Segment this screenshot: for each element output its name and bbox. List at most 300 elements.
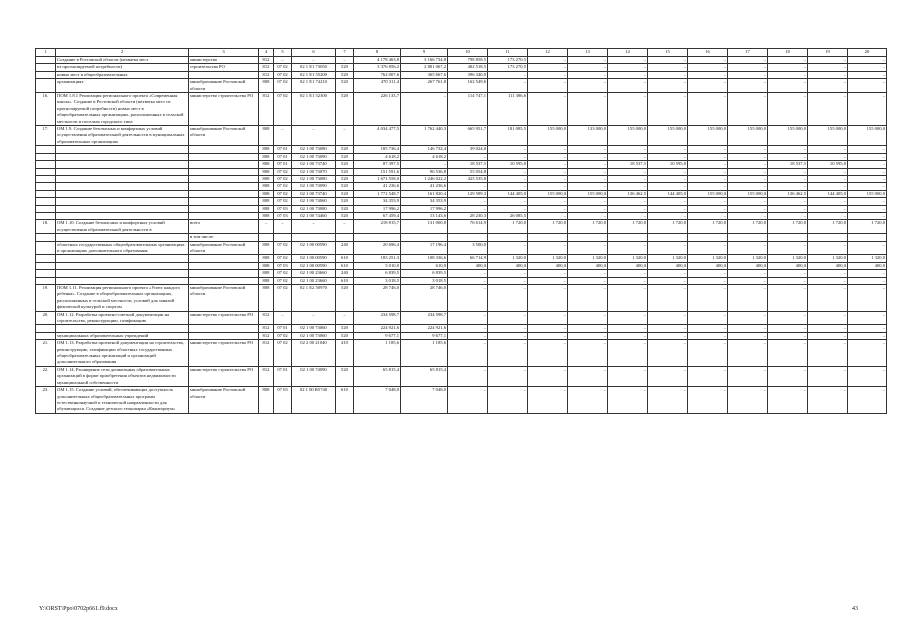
table-cell: –: [488, 71, 528, 78]
table-row: [36, 270, 887, 277]
table-cell: 07 02: [274, 277, 292, 284]
table-cell: –: [808, 241, 848, 255]
table-cell: –: [648, 285, 688, 312]
table-cell: –: [528, 340, 568, 367]
table-cell: министерство: [189, 57, 259, 64]
table-cell: –: [768, 325, 808, 332]
footer-file-path: Y:\ORST\Ppo\0702p661.f9.docx: [39, 606, 118, 612]
table-cell: [36, 153, 56, 160]
table-cell: 808: [259, 212, 274, 219]
table-cell: –: [808, 79, 848, 93]
table-cell: –: [568, 332, 608, 339]
table-row: [36, 212, 887, 219]
table-cell: 665 951,7: [448, 126, 488, 146]
table-row: [36, 311, 887, 325]
table-cell: –: [259, 220, 274, 234]
column-number: 20: [848, 49, 887, 57]
table-cell: –: [448, 153, 488, 160]
table-cell: –: [768, 71, 808, 78]
table-cell: [56, 205, 189, 212]
table-cell: [36, 57, 56, 64]
table-cell: –: [808, 183, 848, 190]
table-cell: –: [688, 175, 728, 182]
table-cell: 144 405,0: [808, 190, 848, 197]
table-cell: 3 018,5: [401, 277, 448, 284]
table-cell: –: [648, 175, 688, 182]
table-cell: [189, 161, 259, 168]
table-cell: –: [848, 340, 887, 367]
table-cell: 808: [259, 79, 274, 93]
table-cell: 136 462,5: [608, 190, 648, 197]
table-cell: 224 921,6: [401, 325, 448, 332]
table-cell: минобразование Ростовской области: [189, 241, 259, 255]
table-cell: –: [528, 241, 568, 255]
table-cell: 41 236,6: [401, 183, 448, 190]
table-cell: 155 000,0: [728, 126, 768, 146]
table-cell: 65 815,4: [401, 366, 448, 386]
table-cell: 07 02: [274, 175, 292, 182]
table-cell: [36, 161, 56, 168]
table-cell: –: [648, 79, 688, 93]
table-cell: [56, 325, 189, 332]
table-cell: –: [848, 161, 887, 168]
table-cell: 173 270,5: [488, 64, 528, 71]
table-cell: –: [448, 311, 488, 325]
table-cell: 1 720,0: [568, 220, 608, 234]
column-number: 2: [56, 49, 189, 57]
table-cell: –: [848, 285, 887, 312]
table-cell: –: [648, 93, 688, 126]
table-cell: [36, 175, 56, 182]
table-cell: –: [848, 325, 887, 332]
table-cell: 18 537,5: [448, 161, 488, 168]
table-cell: 07 02: [274, 270, 292, 277]
table-cell: 1 320,0: [568, 255, 608, 262]
table-cell: –: [608, 332, 648, 339]
table-cell: –: [568, 205, 608, 212]
column-number: 1: [36, 49, 56, 57]
table-cell: 808: [259, 241, 274, 255]
table-cell: в том числе:: [189, 234, 259, 241]
table-cell: –: [648, 241, 688, 255]
table-cell: –: [448, 387, 488, 414]
table-cell: –: [728, 146, 768, 153]
column-number: 3: [189, 49, 259, 57]
table-cell: 402 518,5: [448, 64, 488, 71]
table-cell: [189, 277, 259, 284]
table-cell: 07 03: [274, 205, 292, 212]
table-cell: ОМ 1.15. Создание условий, обеспечивающих доступность дополнительных общеобразовательных программ естественнонаучной и технической направленности для обучающихся. Создание детского технопарка «Кванториум»: [56, 387, 189, 414]
table-cell: –: [768, 212, 808, 219]
table-cell: [648, 234, 688, 241]
table-cell: 07 02: [274, 255, 292, 262]
table-cell: [36, 205, 56, 212]
table-cell: –: [848, 153, 887, 160]
table-cell: –: [448, 332, 488, 339]
table-cell: 02 1 Е1 52300: [292, 93, 336, 126]
table-cell: 07 01: [274, 153, 292, 160]
table-cell: 400,0: [808, 262, 848, 269]
table-cell: –: [608, 241, 648, 255]
table-cell: –: [728, 71, 768, 78]
table-cell: 10 595,0: [808, 161, 848, 168]
table-cell: –: [688, 93, 728, 126]
table-cell: ОМ 1.12. Разработка проектно-сметной документации на строительство, реконструкцию, газификацию: [56, 311, 189, 325]
table-cell: 146 732,4: [401, 146, 448, 153]
table-cell: –: [528, 277, 568, 284]
table-cell: –: [728, 198, 768, 205]
budget-table: [35, 48, 887, 414]
table-cell: ОМ 1.14. Расширение сети дошкольных образовательных организаций в форме приобретения объектов недвижимости муниципальной собственности: [56, 366, 189, 386]
table-cell: [189, 198, 259, 205]
table-cell: [189, 332, 259, 339]
table-cell: 02 1 Е2 50970: [292, 285, 336, 312]
table-cell: –: [768, 79, 808, 93]
table-cell: 7 048,0: [401, 387, 448, 414]
table-cell: 144 405,0: [488, 190, 528, 197]
table-cell: 07 02: [274, 183, 292, 190]
table-cell: 520: [336, 212, 354, 219]
table-cell: –: [448, 205, 488, 212]
table-cell: –: [448, 340, 488, 367]
table-cell: [36, 325, 56, 332]
table-cell: –: [528, 153, 568, 160]
table-cell: 4 618,2: [354, 153, 401, 160]
table-cell: 02 1 00 73080: [292, 146, 336, 153]
table-cell: [189, 262, 259, 269]
table-cell: –: [648, 277, 688, 284]
table-cell: –: [568, 198, 608, 205]
table-cell: –: [608, 146, 648, 153]
table-cell: 02 1 00 74060: [292, 198, 336, 205]
table-cell: муниципальных образовательных учреждений: [56, 332, 189, 339]
table-cell: –: [688, 64, 728, 71]
table-cell: –: [688, 168, 728, 175]
table-cell: –: [528, 57, 568, 64]
table-cell: –: [448, 285, 488, 312]
table-cell: –: [488, 332, 528, 339]
table-cell: –: [768, 241, 808, 255]
table-cell: [189, 255, 259, 262]
table-cell: –: [648, 71, 688, 78]
table-cell: –: [608, 277, 648, 284]
table-cell: –: [848, 57, 887, 64]
table-cell: 1 320,0: [688, 255, 728, 262]
table-cell: –: [688, 183, 728, 190]
table-cell: 76 614,9: [448, 220, 488, 234]
table-cell: 07 02: [274, 285, 292, 312]
table-cell: –: [292, 311, 336, 325]
table-cell: 07 02: [274, 71, 292, 78]
table-cell: –: [608, 311, 648, 325]
table-cell: –: [848, 198, 887, 205]
table-cell: 07 03: [274, 387, 292, 414]
table-cell: 520: [336, 168, 354, 175]
table-cell: [189, 71, 259, 78]
table-cell: 400,0: [648, 262, 688, 269]
table-cell: 108 336,6: [401, 255, 448, 262]
table-cell: –: [648, 387, 688, 414]
table-cell: –: [528, 175, 568, 182]
table-row: [36, 146, 887, 153]
table-cell: 234 598,7: [401, 311, 448, 325]
table-cell: –: [608, 168, 648, 175]
table-cell: –: [528, 146, 568, 153]
table-cell: –: [488, 277, 528, 284]
table-cell: –: [728, 205, 768, 212]
table-cell: 02 1 00 00590: [292, 255, 336, 262]
table-cell: 400,0: [768, 262, 808, 269]
table-cell: –: [808, 277, 848, 284]
table-cell: 02 1 00 00590: [292, 262, 336, 269]
table-cell: 02 1 00 73740: [292, 190, 336, 197]
table-cell: 19.: [36, 285, 56, 312]
table-cell: 400,0: [728, 262, 768, 269]
table-cell: 144 405,0: [648, 190, 688, 197]
table-cell: 400,0: [688, 262, 728, 269]
table-cell: –: [608, 183, 648, 190]
table-cell: 28 230,3: [448, 212, 488, 219]
table-cell: –: [848, 332, 887, 339]
table-cell: 1 720,0: [728, 220, 768, 234]
table-cell: 812: [259, 311, 274, 325]
table-cell: 9 677,1: [354, 332, 401, 339]
table-cell: –: [688, 146, 728, 153]
column-number: 8: [354, 49, 401, 57]
table-cell: –: [488, 387, 528, 414]
table-cell: –: [808, 71, 848, 78]
table-cell: 610: [336, 277, 354, 284]
table-cell: –: [274, 57, 292, 64]
table-cell: 1 671 558,0: [354, 175, 401, 182]
table-cell: 234 598,7: [354, 311, 401, 325]
table-row: [36, 366, 887, 386]
table-cell: –: [568, 161, 608, 168]
table-cell: 520: [336, 79, 354, 93]
table-cell: [688, 234, 728, 241]
table-cell: 114 747,1: [448, 93, 488, 126]
table-cell: 1 320,0: [528, 255, 568, 262]
table-cell: –: [292, 57, 336, 64]
table-cell: –: [488, 198, 528, 205]
table-cell: 1 320,0: [768, 255, 808, 262]
table-cell: –: [728, 161, 768, 168]
table-row: [36, 277, 887, 284]
table-cell: 9 677,1: [401, 332, 448, 339]
table-row: [36, 190, 887, 197]
table-cell: –: [688, 212, 728, 219]
table-cell: –: [568, 153, 608, 160]
table-cell: –: [648, 64, 688, 71]
table-cell: –: [848, 64, 887, 71]
table-cell: 808: [259, 153, 274, 160]
table-cell: –: [568, 93, 608, 126]
table-cell: –: [608, 71, 648, 78]
table-cell: 218 815,7: [354, 220, 401, 234]
table-cell: –: [768, 205, 808, 212]
table-cell: –: [728, 183, 768, 190]
table-cell: 762 007,6: [354, 71, 401, 78]
table-cell: 400,0: [488, 262, 528, 269]
table-cell: –: [728, 340, 768, 367]
table-cell: 812: [259, 93, 274, 126]
table-cell: –: [648, 325, 688, 332]
table-cell: –: [768, 175, 808, 182]
table-cell: 240: [336, 241, 354, 255]
column-number: 14: [608, 49, 648, 57]
table-cell: 520: [336, 366, 354, 386]
table-cell: [189, 190, 259, 197]
table-cell: 185 736,4: [354, 146, 401, 153]
table-cell: 808: [259, 183, 274, 190]
table-cell: 07 02: [274, 198, 292, 205]
table-cell: 610: [336, 255, 354, 262]
table-cell: –: [488, 183, 528, 190]
table-cell: 3 018,5: [354, 277, 401, 284]
table-cell: 23.: [36, 387, 56, 414]
table-row: [36, 325, 887, 332]
table-cell: –: [688, 340, 728, 367]
table-cell: [848, 234, 887, 241]
table-cell: –: [688, 285, 728, 312]
table-cell: 20 696,4: [354, 241, 401, 255]
table-cell: –: [648, 168, 688, 175]
table-cell: [56, 168, 189, 175]
table-cell: 808: [259, 255, 274, 262]
table-cell: –: [808, 270, 848, 277]
table-cell: 520: [336, 93, 354, 126]
table-cell: –: [728, 387, 768, 414]
table-cell: 4 034 477,5: [354, 126, 401, 146]
table-cell: –: [688, 332, 728, 339]
table-cell: [488, 234, 528, 241]
table-cell: –: [488, 311, 528, 325]
table-cell: –: [608, 153, 648, 160]
table-cell: –: [768, 277, 808, 284]
table-cell: –: [488, 241, 528, 255]
column-number: 15: [648, 49, 688, 57]
table-cell: –: [848, 168, 887, 175]
table-cell: –: [608, 366, 648, 386]
table-cell: [189, 153, 259, 160]
table-cell: [36, 277, 56, 284]
table-row: [36, 241, 887, 255]
table-cell: –: [808, 168, 848, 175]
table-cell: –: [568, 387, 608, 414]
table-cell: [189, 212, 259, 219]
table-cell: 16.: [36, 93, 56, 126]
table-cell: –: [528, 332, 568, 339]
table-cell: –: [648, 183, 688, 190]
table-cell: –: [401, 93, 448, 126]
table-cell: новых мест в общеобразовательных: [56, 71, 189, 78]
table-cell: организациях: [56, 79, 189, 93]
table-cell: 1 320,0: [808, 255, 848, 262]
table-cell: 520: [336, 285, 354, 312]
column-number: 4: [259, 49, 274, 57]
table-cell: 520: [336, 205, 354, 212]
table-cell: 13 143,6: [401, 212, 448, 219]
table-cell: 808: [259, 270, 274, 277]
table-cell: [36, 79, 56, 93]
table-cell: 18 537,5: [608, 161, 648, 168]
table-cell: –: [336, 220, 354, 234]
table-cell: министерство строительства РО: [189, 311, 259, 325]
table-cell: [448, 234, 488, 241]
table-cell: 1 720,0: [608, 220, 648, 234]
table-cell: –: [488, 325, 528, 332]
table-cell: 610: [336, 387, 354, 414]
table-cell: 226 133,7: [354, 93, 401, 126]
table-cell: –: [728, 277, 768, 284]
table-cell: –: [608, 93, 648, 126]
table-row: [36, 198, 887, 205]
table-cell: –: [448, 277, 488, 284]
table-cell: –: [528, 311, 568, 325]
table-cell: –: [728, 175, 768, 182]
table-cell: 34 353,9: [354, 198, 401, 205]
table-cell: –: [608, 198, 648, 205]
table-row: [36, 183, 887, 190]
table-cell: [36, 71, 56, 78]
table-cell: –: [528, 198, 568, 205]
table-cell: [808, 234, 848, 241]
table-cell: 1 320,0: [728, 255, 768, 262]
table-cell: [56, 146, 189, 153]
table-cell: [189, 205, 259, 212]
table-cell: 267 761,8: [401, 79, 448, 93]
table-cell: –: [808, 340, 848, 367]
table-cell: –: [568, 175, 608, 182]
table-cell: 1 320,0: [488, 255, 528, 262]
table-cell: 10 595,0: [648, 161, 688, 168]
table-cell: –: [608, 270, 648, 277]
table-cell: –: [728, 311, 768, 325]
table-cell: –: [401, 161, 448, 168]
table-cell: –: [688, 161, 728, 168]
table-cell: 55 054,8: [448, 168, 488, 175]
table-cell: –: [648, 205, 688, 212]
table-cell: –: [568, 212, 608, 219]
table-cell: –: [848, 93, 887, 126]
table-cell: –: [448, 325, 488, 332]
table-cell: 400,0: [528, 262, 568, 269]
table-cell: Создание в Ростовской области (нехватка мест: [56, 57, 189, 64]
table-cell: –: [728, 285, 768, 312]
table-cell: [336, 234, 354, 241]
table-cell: 520: [336, 161, 354, 168]
table-cell: 812: [259, 332, 274, 339]
column-number: 12: [528, 49, 568, 57]
table-cell: [56, 161, 189, 168]
table-cell: –: [728, 79, 768, 93]
table-cell: 1 720,0: [808, 220, 848, 234]
table-cell: –: [808, 57, 848, 64]
table-cell: –: [528, 168, 568, 175]
table-cell: 155 000,0: [648, 126, 688, 146]
table-cell: 02 1 00 73090: [292, 183, 336, 190]
table-cell: –: [768, 340, 808, 367]
column-number: 18: [768, 49, 808, 57]
table-cell: –: [488, 175, 528, 182]
table-cell: –: [608, 79, 648, 93]
table-cell: 155 000,0: [608, 126, 648, 146]
table-cell: –: [568, 64, 608, 71]
column-number: 5: [274, 49, 292, 57]
table-cell: –: [568, 71, 608, 78]
table-cell: 20.: [36, 311, 56, 325]
table-cell: –: [528, 71, 568, 78]
